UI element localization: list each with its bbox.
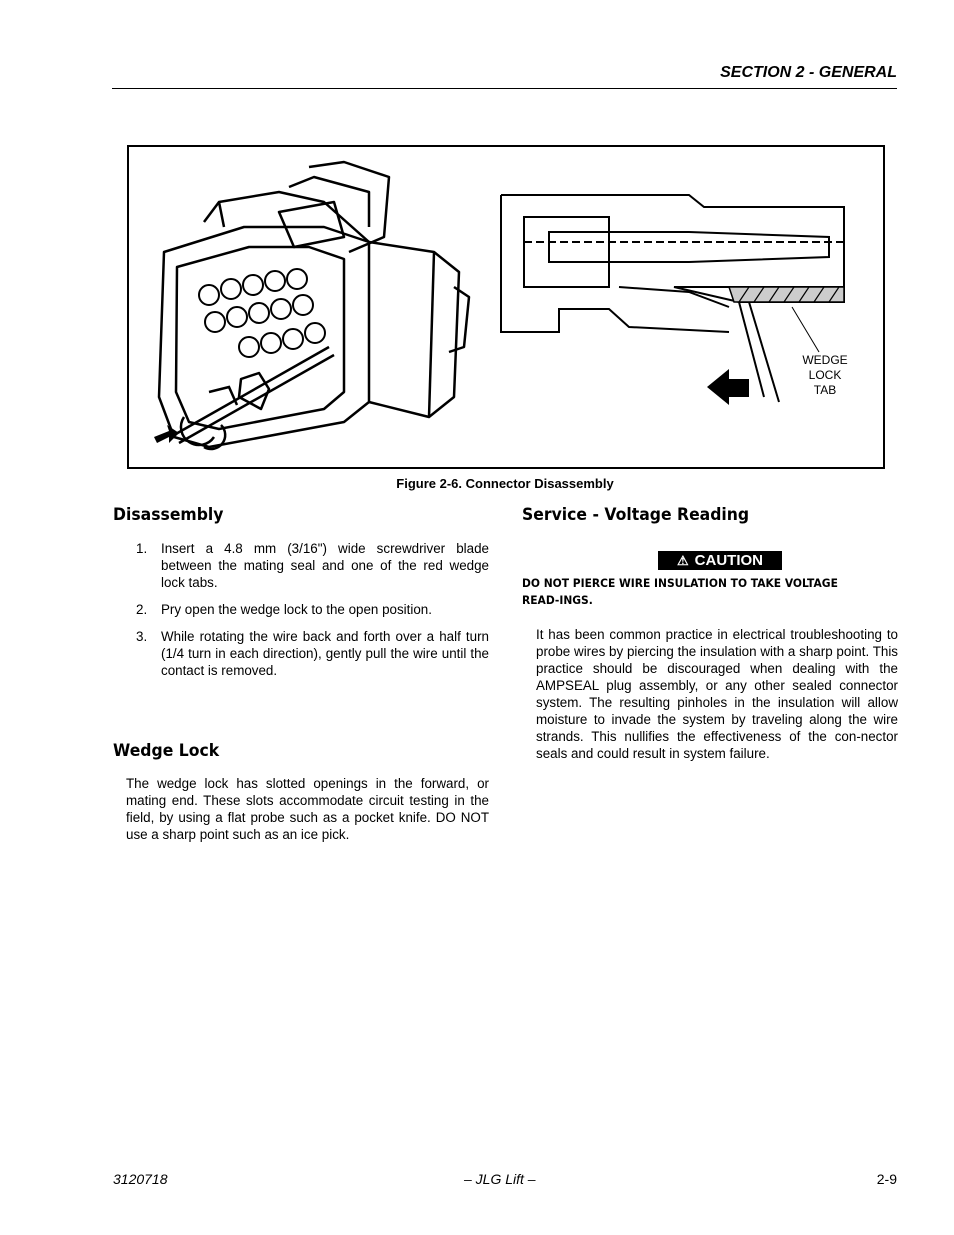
callout-line: TAB xyxy=(813,383,837,397)
list-item xyxy=(113,628,489,679)
list-item xyxy=(113,601,489,618)
step-text: Insert a 4.8 mm (3/16") wide screwdriver blade between the mating seal and one of the red wedge lock tabs. xyxy=(161,541,489,590)
connector-illustration xyxy=(129,147,883,467)
step-number: 3. xyxy=(136,629,148,644)
footer-center: – JLG Lift – xyxy=(464,1171,536,1187)
wedge-lock-heading: Wedge Lock xyxy=(113,741,220,761)
footer-doc-number: 3120718 xyxy=(113,1171,168,1187)
disassembly-steps xyxy=(113,540,489,689)
figure-caption: Figure 2-6. Connector Disassembly xyxy=(396,476,614,491)
wedge-lock-body: The wedge lock has slotted openings in the forward, or mating end. These slots accommodate circuit testing in the field, by using a flat probe such as a pocket knife. DO NOT use a sharp point such as an ice pick. xyxy=(126,776,489,842)
caution-text: DO NOT PIERCE WIRE INSULATION TO TAKE VOLTAGE READ-INGS. xyxy=(522,576,838,607)
caution-badge xyxy=(658,551,782,570)
wedge-lock-tab-callout xyxy=(799,353,851,398)
list-item xyxy=(113,540,489,591)
page-header-title: SECTION 2 - GENERAL xyxy=(720,64,897,81)
callout-line: WEDGE xyxy=(802,353,848,367)
step-text: While rotating the wire back and forth over a half turn (1/4 turn in each direction), gently pull the wire until the contact is removed. xyxy=(161,629,489,678)
callout-line: LOCK xyxy=(808,368,842,382)
step-text: Pry open the wedge lock to the open position. xyxy=(161,602,432,617)
step-number: 2. xyxy=(136,602,148,617)
footer-page-number: 2-9 xyxy=(876,1171,897,1187)
figure-box xyxy=(127,145,885,469)
service-heading: Service - Voltage Reading xyxy=(522,505,750,525)
service-body: It has been common practice in electrical troubleshooting to probe wires by piercing the insulation with a sharp point. This practice should be discouraged when dealing with the AMPSEAL plug assembly, or any other sealed connector system. The resulting pinholes in the insulation will allow moisture to invade the system by traveling along the wire strands. This nullifies the effectiveness of the con-nector seals and could result in system failure. xyxy=(536,627,898,761)
header-rule xyxy=(112,88,897,89)
caution-label: CAUTION xyxy=(694,552,763,569)
warning-icon: ⚠ xyxy=(677,553,689,568)
disassembly-heading: Disassembly xyxy=(113,505,224,525)
step-number: 1. xyxy=(136,541,148,556)
